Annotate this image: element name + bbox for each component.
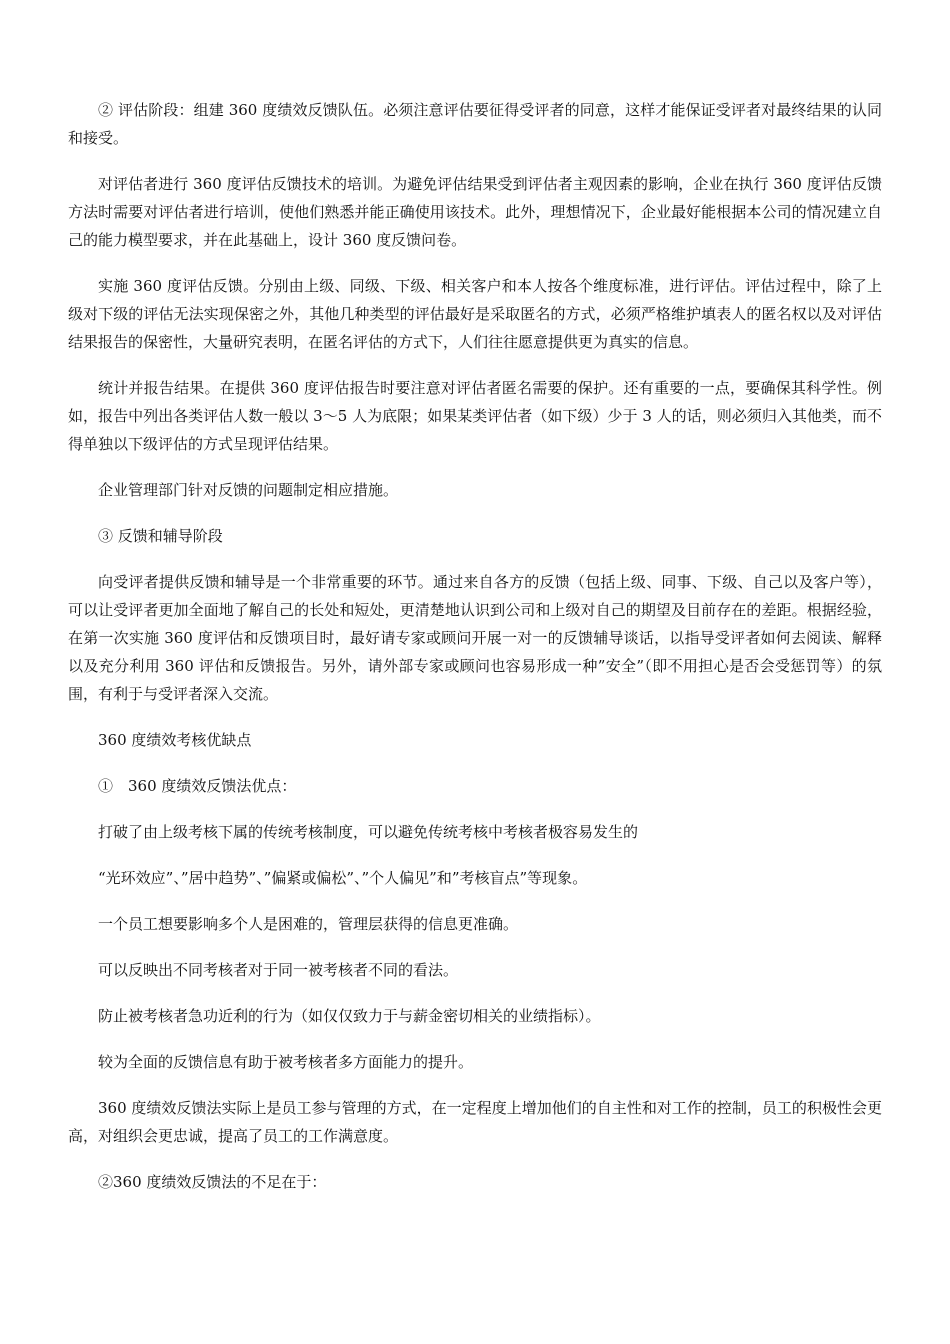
paragraph-evaluation-stage: ② 评估阶段：组建 360 度绩效反馈队伍。必须注意评估要征得受评者的同意，这样才能保证受评者对最终结果的认同和接受。 [68, 101, 882, 147]
paragraph-disadvantages-heading: ②360 度绩效反馈法的不足在于： [98, 1173, 327, 1191]
paragraph-management-measures: 企业管理部门针对反馈的问题制定相应措施。 [98, 481, 399, 499]
paragraph-advantage-1: 打破了由上级考核下属的传统考核制度，可以避免传统考核中考核者极容易发生的 [98, 823, 639, 841]
paragraph-advantage-3: 可以反映出不同考核者对于同一被考核者不同的看法。 [98, 961, 459, 979]
paragraph-advantage-2: 一个员工想要影响多个人是困难的，管理层获得的信息更准确。 [98, 915, 519, 933]
paragraph-advantage-5: 较为全面的反馈信息有助于被考核者多方面能力的提升。 [98, 1053, 474, 1071]
paragraph-evaluator-training: 对评估者进行 360 度评估反馈技术的培训。为避免评估结果受到评估者主观因素的影响，企业在执行 360 度评估反馈方法时需要对评估者进行培训，使他们熟悉并能正确使用该技术。此外，理想情况下，企业最好能根据本公司的情况建立自己的能力模型要求，并在此基础上，设计 360 度反馈问卷。 [68, 175, 882, 249]
paragraph-implement-feedback: 实施 360 度评估反馈。分别由上级、同级、下级、相关客户和本人按各个维度标准，进行评估。评估过程中，除了上级对下级的评估无法实现保密之外，其他几种类型的评估最好是采取匿名的方式，必须严格维护填表人的匿名权以及对评估结果报告的保密性，大量研究表明，在匿名评估的方式下，人们往往愿意提供更为真实的信息。 [68, 277, 882, 351]
paragraph-feedback-coaching: 向受评者提供反馈和辅导是一个非常重要的环节。通过来自各方的反馈（包括上级、同事、下级、自己以及客户等），可以让受评者更加全面地了解自己的长处和短处，更清楚地认识到公司和上级对自己的期望及目前存在的差距。根据经验，在第一次实施 360 度评估和反馈项目时，最好请专家或顾问开展一对一的反馈辅导谈话，以指导受评者如何去阅读、解释以及充分利用 360 评估和反馈报告。另外，请外部专家或顾问也容易形成一种”安全”（即不用担心是否会受惩罚等）的氛围，有利于与受评者深入交流。 [68, 573, 882, 703]
paragraph-advantage-4: 防止被考核者急功近利的行为（如仅仅致力于与薪金密切相关的业绩指标）。 [98, 1007, 601, 1025]
paragraph-advantage-1-cont: “光环效应”、”居中趋势”、”偏紧或偏松”、”个人偏见”和”考核盲点”等现象。 [98, 869, 588, 887]
paragraph-feedback-stage-heading: ③ 反馈和辅导阶段 [98, 527, 223, 545]
document-body [68, 96, 882, 1214]
paragraph-advantage-6: 360 度绩效反馈法实际上是员工参与管理的方式，在一定程度上增加他们的自主性和对工作的控制，员工的积极性会更高，对组织会更忠诚，提高了员工的工作满意度。 [68, 1099, 882, 1145]
paragraph-advantages-heading: ① 360 度绩效反馈法优点： [98, 777, 297, 795]
paragraph-pros-cons-heading: 360 度绩效考核优缺点 [98, 731, 252, 749]
paragraph-report-results: 统计并报告结果。在提供 360 度评估报告时要注意对评估者匿名需要的保护。还有重要的一点，要确保其科学性。例如，报告中列出各类评估人数一般以 3～5 人为底限；如果某类评估者（如下级）少于 3 人的话，则必须归入其他类，而不得单独以下级评估的方式呈现评估结果。 [68, 379, 882, 453]
